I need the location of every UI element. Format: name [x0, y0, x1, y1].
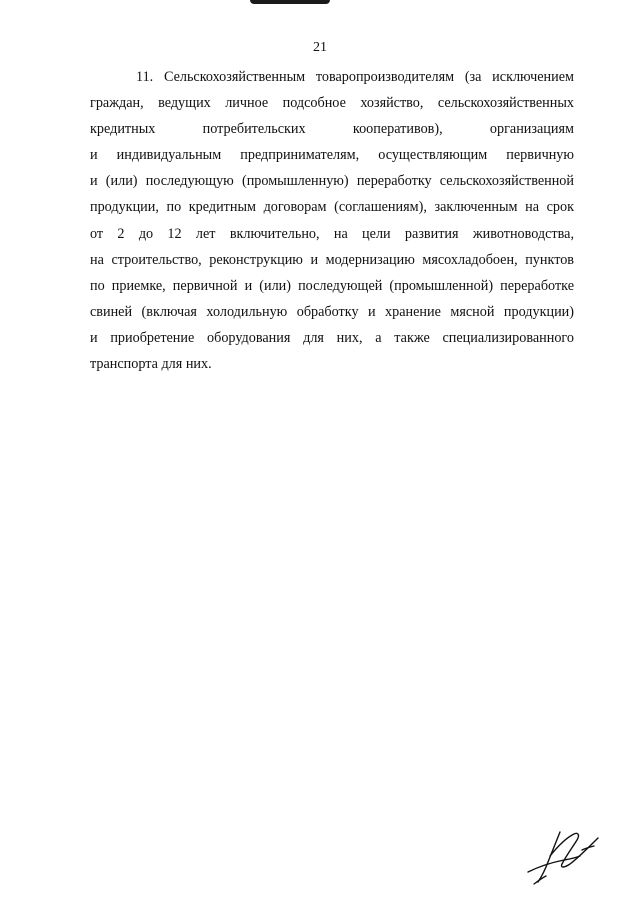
- paragraph-line: кредитных потребительских кооперативов), организациям: [90, 121, 574, 138]
- paragraph-line: транспорта для них.: [90, 356, 212, 373]
- handwritten-signature: [520, 826, 610, 886]
- paragraph-line: по приемке, первичной и (или) последующей (промышленной) переработке: [90, 277, 574, 294]
- paragraph-line: от 2 до 12 лет включительно, на цели развития животноводства,: [90, 225, 574, 242]
- paragraph-line: и (или) последующую (промышленную) переработку сельскохозяйственной: [90, 173, 574, 190]
- paragraph-line: и индивидуальным предпринимателям, осуществляющим первичную: [90, 147, 574, 164]
- paragraph-line: продукции, по кредитным договорам (соглашениям), заключенным на срок: [90, 199, 574, 216]
- binding-mark: [250, 0, 330, 4]
- paragraph-line: граждан, ведущих личное подсобное хозяйство, сельскохозяйственных: [90, 95, 574, 112]
- paragraph-line: 11. Сельскохозяйственным товаропроизводителям (за исключением: [136, 69, 574, 85]
- page-number: 21: [313, 40, 327, 55]
- paragraph-line: свиней (включая холодильную обработку и хранение мясной продукции): [90, 303, 574, 320]
- paragraph-line: на строительство, реконструкцию и модернизацию мясохладобоен, пунктов: [90, 251, 574, 268]
- paragraph-line: и приобретение оборудования для них, а также специализированного: [90, 329, 574, 346]
- paragraph-11: [90, 64, 574, 377]
